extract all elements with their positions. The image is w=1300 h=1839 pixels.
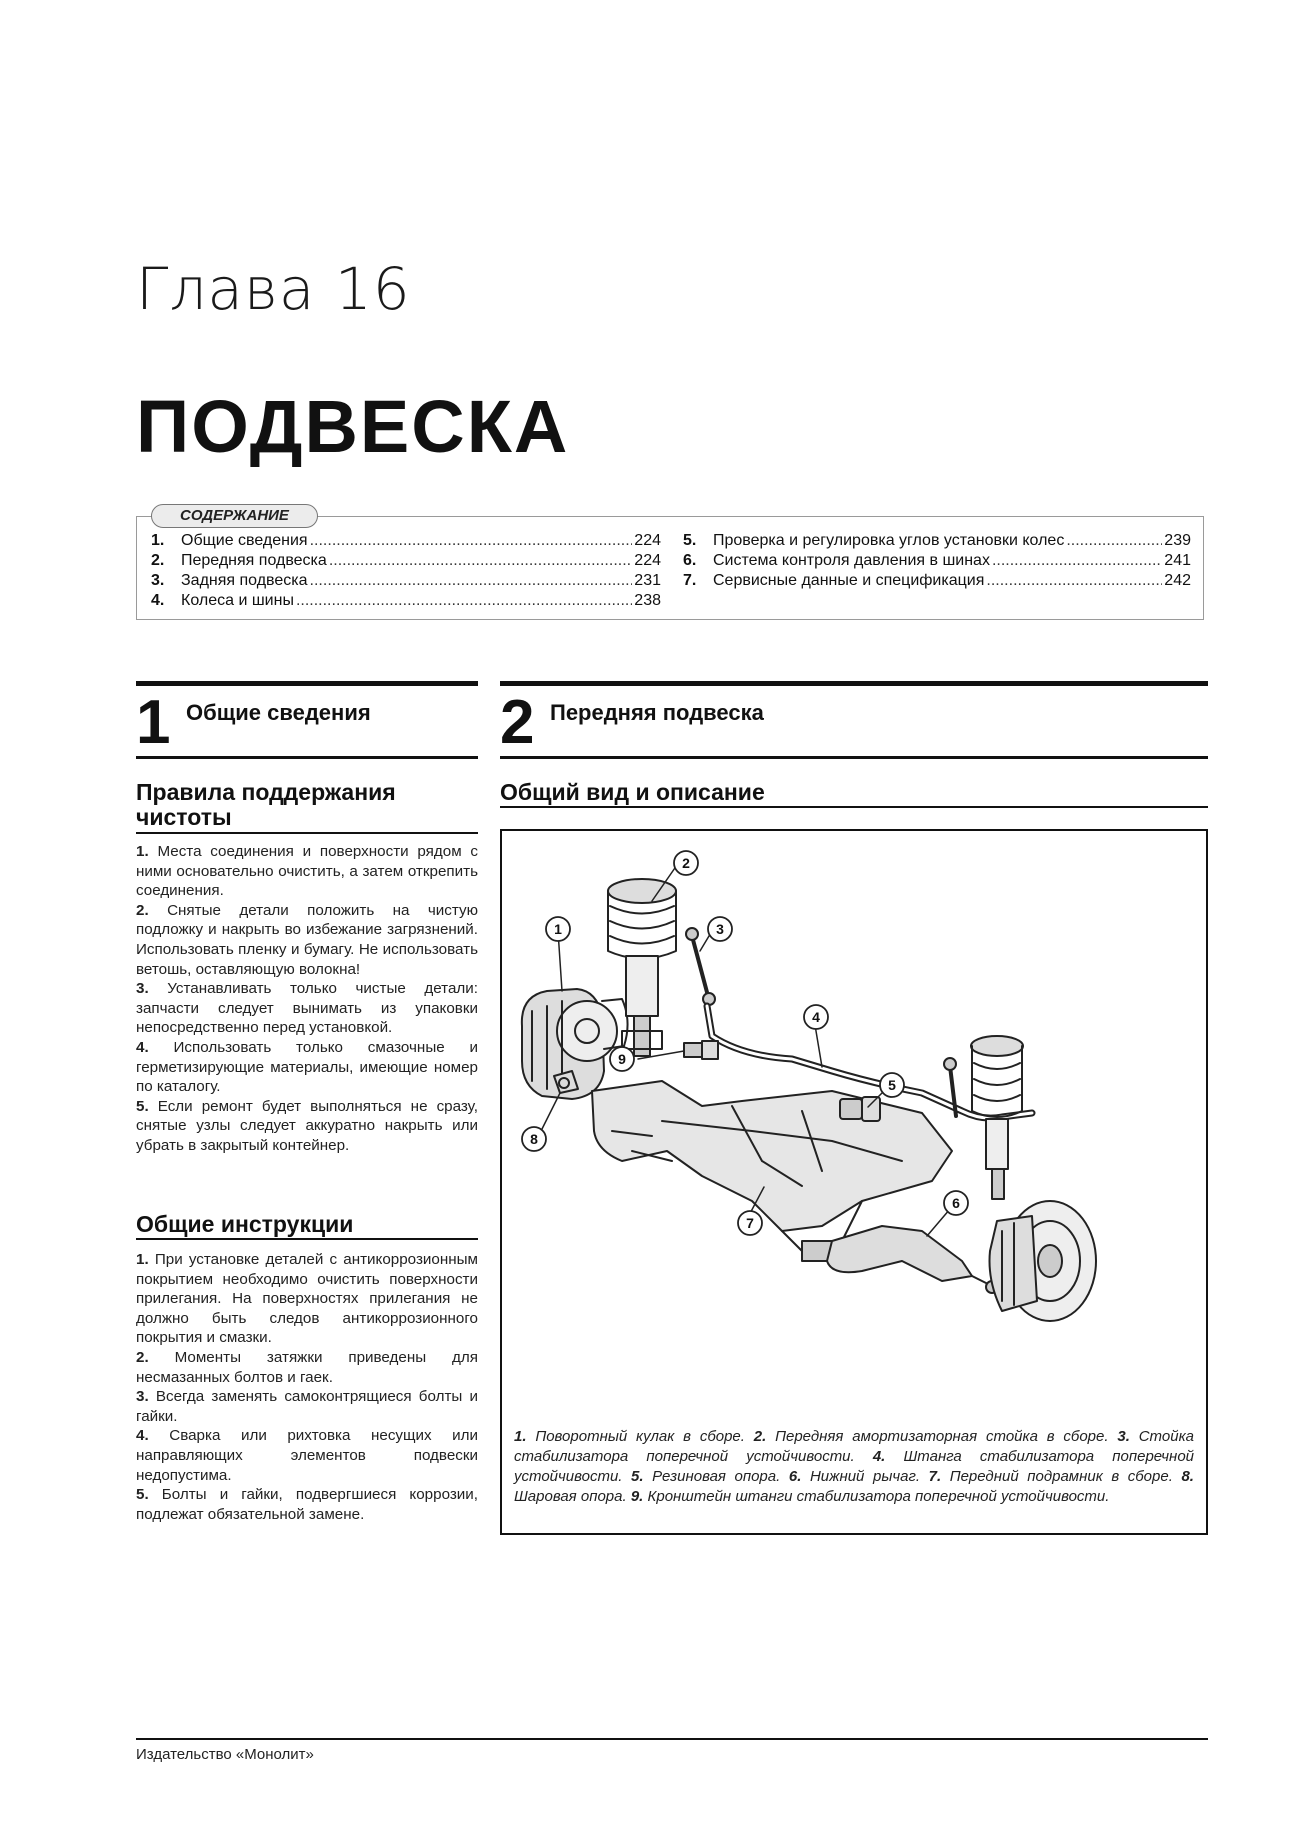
list-item: 1. При установке деталей с антикоррозионным покрытием необходимо очистить поверхности прилегания. На поверхностях прилегания не должно быть следов антикоррозионного покрытия и смазки. bbox=[136, 1251, 478, 1347]
callout-2: 2 bbox=[682, 855, 690, 871]
suspension-diagram bbox=[502, 831, 1206, 1421]
callout-7: 7 bbox=[746, 1215, 754, 1231]
steering-knuckle-right bbox=[990, 1201, 1097, 1321]
list-item: 3. Устанавливать только чистые детали: запчасти следует вынимать из упаковки непосредственно перед установкой. bbox=[136, 980, 478, 1037]
subheading-general-instructions: Общие инструкции bbox=[136, 1212, 478, 1240]
section-title: Передняя подвеска bbox=[550, 700, 764, 725]
toc-right-column bbox=[683, 531, 1191, 591]
toc-entry[interactable]: 6. Система контроля давления в шинах ..... 241 bbox=[683, 551, 1191, 571]
list-item: 2. Снятые детали положить на чистую подложку и накрыть во избежание загрязнений. Использовать пленку и бумагу. Не использовать ветошь, оставляющую волокна! bbox=[136, 901, 478, 978]
toc-entry[interactable]: 5. Проверка и регулировка углов установки колес ..... 239 bbox=[683, 531, 1191, 551]
chapter-number: Глава 16 bbox=[136, 255, 411, 323]
chapter-title: ПОДВЕСКА bbox=[136, 385, 570, 468]
toc-entry[interactable]: 7. Сервисные данные и спецификация ..... 242 bbox=[683, 571, 1191, 591]
callout-3: 3 bbox=[716, 921, 724, 937]
strut-assembly-left bbox=[608, 879, 676, 1056]
toc-entry[interactable]: 4. Колеса и шины ..... 238 bbox=[151, 591, 661, 611]
list-item: 5. Если ремонт будет выполняться не сразу, снятые узлы следует аккуратно накрыть или убрать в закрытый контейнер. bbox=[136, 1097, 478, 1154]
toc-entry[interactable]: 1. Общие сведения ..... 224 bbox=[151, 531, 661, 551]
callout-8: 8 bbox=[530, 1131, 538, 1147]
toc-left-column bbox=[151, 531, 661, 611]
publisher-footer: Издательство «Монолит» bbox=[136, 1746, 314, 1763]
callout-4: 4 bbox=[812, 1009, 820, 1025]
footer-rule bbox=[136, 1738, 1208, 1740]
subheading-cleanliness: Правила поддержания чистоты bbox=[136, 780, 478, 834]
list-item: 2. Моменты затяжки приведены для несмазанных болтов и гаек. bbox=[136, 1348, 478, 1386]
toc-label: СОДЕРЖАНИЕ bbox=[151, 504, 318, 528]
general-instructions bbox=[136, 1250, 478, 1524]
toc-entry[interactable]: 2. Передняя подвеска ..... 224 bbox=[151, 551, 661, 571]
section-1-header bbox=[136, 681, 478, 759]
list-item: 1. Места соединения и поверхности рядом с ними основательно очистить, а затем открепить соединения. bbox=[136, 843, 478, 900]
stabilizer-bracket bbox=[684, 1041, 718, 1059]
section-number: 1 bbox=[136, 688, 171, 757]
front-suspension-figure bbox=[500, 829, 1208, 1535]
callout-6: 6 bbox=[952, 1195, 960, 1211]
toc-entry[interactable]: 3. Задняя подвеска ..... 231 bbox=[151, 571, 661, 591]
list-item: 3. Всегда заменять самоконтрящиеся болты и гайки. bbox=[136, 1388, 478, 1425]
section-number: 2 bbox=[500, 688, 535, 757]
callout-5: 5 bbox=[888, 1077, 896, 1093]
section-2-header bbox=[500, 681, 1208, 759]
list-item: 5. Болты и гайки, подвергшиеся коррозии, подлежат обязательной замене. bbox=[136, 1486, 478, 1523]
figure-caption: 1. Поворотный кулак в сборе. 2. Передняя амортизаторная стойка в сборе. 3. Стойка стабилизатора поперечной устойчивости. 4. Штанга стабилизатора поперечной устойчивости. 5. Резиновая опора. 6. Нижний рычаг. 7. Передний подрамник в сборе. 8. Шаровая опора. 9. Кронштейн штанги стабилизатора поперечной устойчивости. bbox=[514, 1428, 1194, 1505]
subheading-overview: Общий вид и описание bbox=[500, 780, 1208, 808]
lower-control-arm bbox=[827, 1226, 998, 1293]
section-title: Общие сведения bbox=[186, 700, 371, 725]
callout-9: 9 bbox=[618, 1051, 626, 1067]
stabilizer-link-left bbox=[686, 928, 715, 1005]
list-item: 4. Сварка или рихтовка несущих или направляющих элементов подвески недопустима. bbox=[136, 1427, 478, 1484]
callout-1: 1 bbox=[554, 921, 562, 937]
cleanliness-rules bbox=[136, 842, 478, 1156]
table-of-contents bbox=[136, 507, 1204, 620]
list-item: 4. Использовать только смазочные и герметизирующие материалы, имеющие номер по каталогу. bbox=[136, 1038, 478, 1096]
